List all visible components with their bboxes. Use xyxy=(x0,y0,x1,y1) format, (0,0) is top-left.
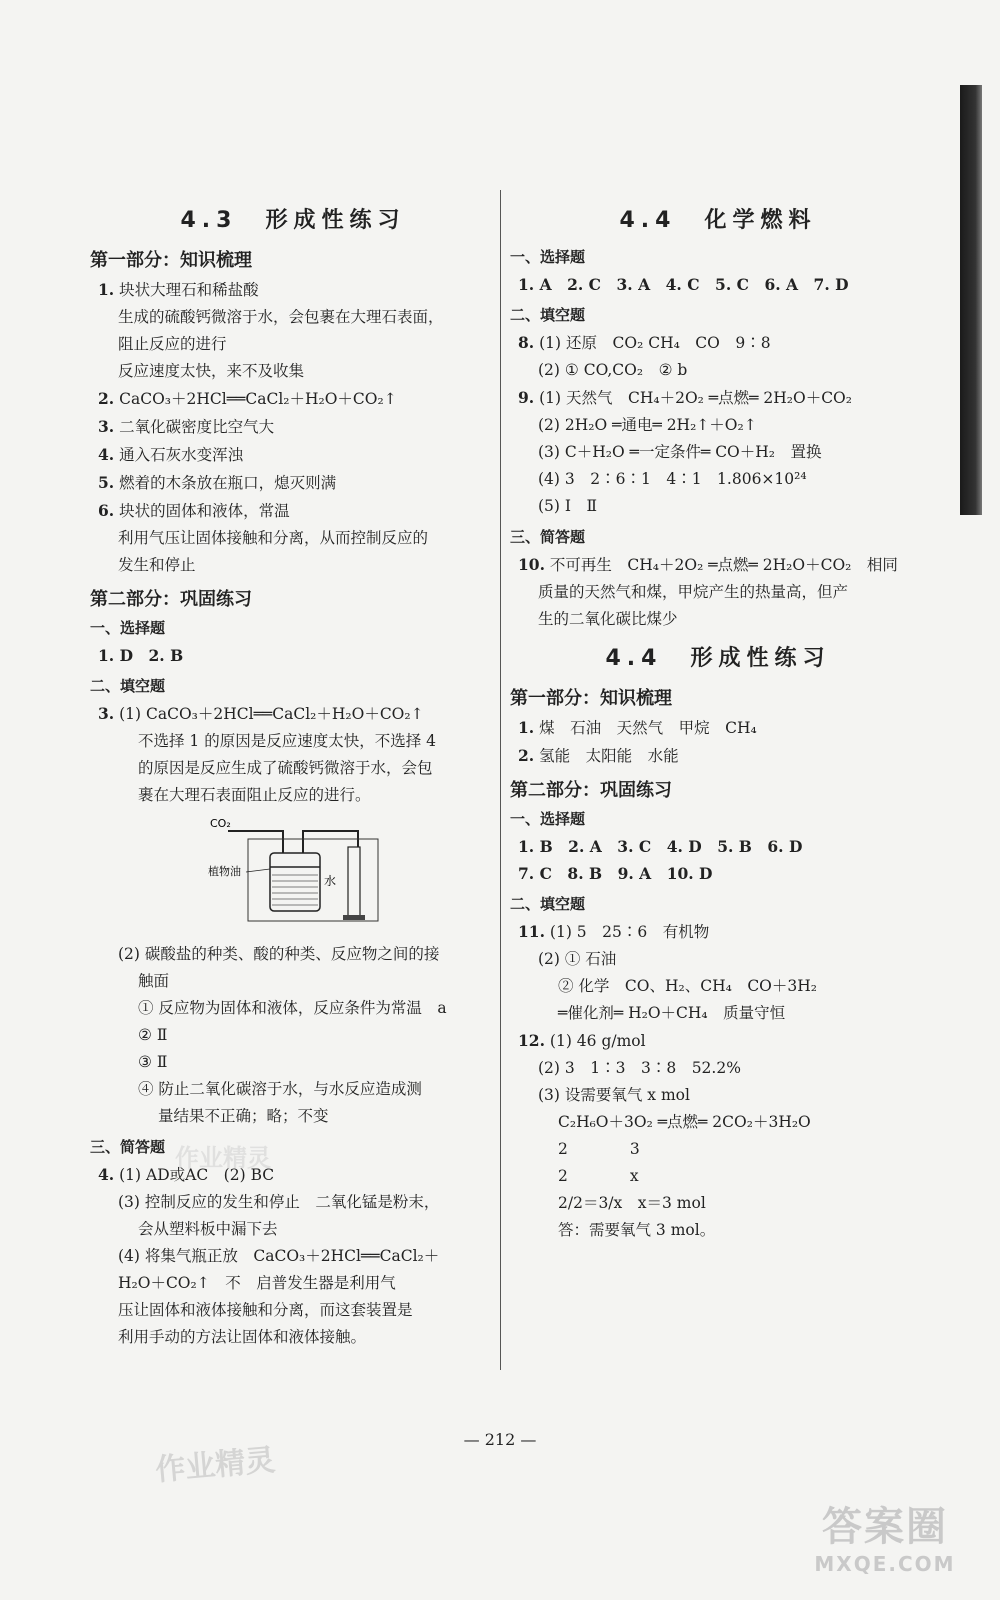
section-title-4-4-fuel: 4.4 化学燃料 xyxy=(619,208,817,233)
right-column xyxy=(510,195,918,1244)
question-number: 6. xyxy=(98,501,115,520)
subsection-heading: 二、填空题 xyxy=(90,677,166,695)
answer-line xyxy=(98,358,488,385)
answer-text: 利用气压让固体接触和分离，从而控制反应的 xyxy=(118,529,429,547)
subsection-heading: 二、填空题 xyxy=(510,895,586,913)
answer-text: (1) CaCO₃＋2HCl══CaCl₂＋H₂O＋CO₂↑ xyxy=(119,705,424,723)
question-number: 12. xyxy=(518,1031,545,1050)
answer-line xyxy=(518,1217,918,1244)
question-number: 10. xyxy=(518,555,545,574)
answer-line xyxy=(98,728,488,755)
answer-text: ③ Ⅱ xyxy=(138,1053,168,1071)
answer-text: ① 反应物为固体和液体，反应条件为常温 a xyxy=(138,999,447,1017)
answer-line xyxy=(98,782,488,809)
question-number: 8. xyxy=(518,333,535,352)
choice-answers: 7. C 8. B 9. A 10. D xyxy=(518,864,713,883)
subsection-heading: 三、简答题 xyxy=(90,1138,166,1156)
answer-line xyxy=(98,755,488,782)
part-heading: 第一部分：知识梳理 xyxy=(510,688,672,709)
answer-line xyxy=(98,304,488,331)
answer-line xyxy=(518,946,918,973)
question-number: 9. xyxy=(518,388,535,407)
answer-line xyxy=(98,413,488,441)
column-divider xyxy=(500,190,501,1370)
answer-line xyxy=(518,1109,918,1136)
subsection-heading: 二、填空题 xyxy=(510,306,586,324)
answer-text: 发生和停止 xyxy=(118,556,196,574)
answer-line xyxy=(98,1297,488,1324)
answer-line xyxy=(98,276,488,304)
answer-list xyxy=(98,276,488,579)
question-number: 4. xyxy=(98,1165,115,1184)
answer-line xyxy=(518,493,918,520)
answer-line xyxy=(518,1082,918,1109)
answer-line xyxy=(98,1103,488,1130)
answer-line xyxy=(518,412,918,439)
answer-line xyxy=(98,525,488,552)
answer-line xyxy=(518,742,918,770)
answer-text: (4) 3 2∶6∶1 4∶1 1.806×10²⁴ xyxy=(538,470,807,488)
answer-line xyxy=(98,941,488,968)
section-title-4-4-practice: 4.4 形成性练习 xyxy=(605,646,831,671)
answer-text: 阻止反应的进行 xyxy=(118,335,227,353)
subsection-heading: 一、选择题 xyxy=(510,810,586,828)
answer-text: 不选择 1 的原因是反应速度太快，不选择 4 xyxy=(138,732,437,750)
answer-line xyxy=(518,973,918,1000)
answer-line xyxy=(98,441,488,469)
answer-text: C₂H₆O＋3O₂ ═点燃═ 2CO₂＋3H₂O xyxy=(558,1113,811,1131)
answer-text: 裹在大理石表面阻止反应的进行。 xyxy=(138,786,371,804)
left-column xyxy=(90,195,488,1351)
answer-list xyxy=(518,551,918,633)
answer-text: H₂O＋CO₂↑ 不 启普发生器是利用气 xyxy=(118,1274,396,1292)
answer-line xyxy=(518,357,918,384)
water-label: 水 xyxy=(324,874,337,888)
answer-line xyxy=(518,579,918,606)
part-heading: 第二部分：巩固练习 xyxy=(90,589,252,610)
answer-text: 答：需要氧气 3 mol。 xyxy=(558,1221,716,1239)
answer-text: 利用手动的方法让固体和液体接触。 xyxy=(118,1328,367,1346)
question-number: 3. xyxy=(98,704,115,723)
answer-list xyxy=(98,700,488,809)
question-number: 11. xyxy=(518,922,545,941)
answer-text: (2) ① CO,CO₂ ② b xyxy=(538,361,688,379)
choice-answers: 1. A 2. C 3. A 4. C 5. C 6. A 7. D xyxy=(518,275,849,294)
section-title-4-3: 4.3 形成性练习 xyxy=(180,208,406,233)
answer-line xyxy=(518,1136,918,1163)
answer-line xyxy=(518,1055,918,1082)
answer-text: (1) AD或AC (2) BC xyxy=(119,1166,275,1184)
answer-line xyxy=(98,469,488,497)
answer-line xyxy=(98,1324,488,1351)
answer-list xyxy=(518,714,918,770)
subsection-heading: 一、选择题 xyxy=(510,248,586,266)
answer-text: 反应速度太快，来不及收集 xyxy=(118,362,305,380)
question-number: 2. xyxy=(98,389,115,408)
question-number: 2. xyxy=(518,746,535,765)
answer-line xyxy=(98,1270,488,1297)
answer-list xyxy=(518,918,918,1244)
answer-text: 煤 石油 天然气 甲烷 CH₄ xyxy=(539,719,757,737)
watermark-text: 作业精灵 xyxy=(154,1442,277,1489)
question-number: 1. xyxy=(98,280,115,299)
co2-label: CO₂ xyxy=(210,817,231,830)
answer-list xyxy=(98,1161,488,1351)
answer-text: (3) 设需要氧气 x mol xyxy=(538,1086,690,1104)
answer-list xyxy=(98,941,488,1130)
answer-line xyxy=(518,1027,918,1055)
answer-text: CaCO₃＋2HCl══CaCl₂＋H₂O＋CO₂↑ xyxy=(119,390,397,408)
answer-text: (3) 控制反应的发生和停止 二氧化锰是粉末， xyxy=(118,1193,440,1211)
answer-text: (2) 3 1∶3 3∶8 52.2% xyxy=(538,1059,741,1077)
answer-line xyxy=(98,1022,488,1049)
answer-line xyxy=(518,551,918,579)
answer-text: 燃着的木条放在瓶口，熄灭则满 xyxy=(119,474,337,492)
answer-text: (2) ① 石油 xyxy=(538,950,617,968)
answer-line xyxy=(98,331,488,358)
answer-line xyxy=(518,714,918,742)
answer-line xyxy=(98,1049,488,1076)
answer-text: 通入石灰水变浑浊 xyxy=(119,446,244,464)
answer-text: 不可再生 CH₄＋2O₂ ═点燃═ 2H₂O＋CO₂ 相同 xyxy=(549,556,898,574)
answer-text: 2/2＝3/x x＝3 mol xyxy=(558,1194,706,1212)
question-number: 3. xyxy=(98,417,115,436)
answer-line xyxy=(98,968,488,995)
answer-line xyxy=(98,1243,488,1270)
site-logo xyxy=(790,1495,980,1590)
binding-edge xyxy=(960,85,982,515)
answer-text: (2) 碳酸盐的种类、酸的种类、反应物之间的接 xyxy=(118,945,440,963)
question-number: 1. xyxy=(518,718,535,737)
answer-line xyxy=(98,1216,488,1243)
answer-text: 2 3 xyxy=(558,1140,640,1158)
answer-text: (2) 2H₂O ═通电═ 2H₂↑＋O₂↑ xyxy=(538,416,757,434)
answer-line xyxy=(98,700,488,728)
subsection-heading: 三、简答题 xyxy=(510,528,586,546)
answer-line xyxy=(518,466,918,493)
answer-line xyxy=(98,1076,488,1103)
part-heading: 第一部分：知识梳理 xyxy=(90,250,252,271)
answer-text: 块状的固体和液体，常温 xyxy=(119,502,290,520)
answer-text: 生的二氧化碳比煤少 xyxy=(538,610,678,628)
answer-text: 量结果不正确；略；不变 xyxy=(158,1107,329,1125)
watermark-text: 作业精灵 xyxy=(175,1144,271,1172)
answer-text: (1) 还原 CO₂ CH₄ CO 9∶8 xyxy=(539,334,771,352)
answer-text: (4) 将集气瓶正放 CaCO₃＋2HCl══CaCl₂＋ xyxy=(118,1247,440,1265)
question-number: 5. xyxy=(98,473,115,492)
answer-text: (1) 天然气 CH₄＋2O₂ ═点燃═ 2H₂O＋CO₂ xyxy=(539,389,852,407)
answer-text: 会从塑料板中漏下去 xyxy=(138,1220,278,1238)
answer-text: 触面 xyxy=(138,972,170,990)
answer-text: 2 x xyxy=(558,1167,639,1185)
answer-line xyxy=(98,1161,488,1189)
answer-line xyxy=(518,439,918,466)
answer-text: 块状大理石和稀盐酸 xyxy=(119,281,259,299)
oil-label: 植物油 xyxy=(208,865,241,878)
answer-list xyxy=(518,329,918,520)
answer-line xyxy=(518,1163,918,1190)
answer-text: 二氧化碳密度比空气大 xyxy=(119,418,275,436)
answer-line xyxy=(518,918,918,946)
answer-line xyxy=(98,497,488,525)
choice-answers: 1. B 2. A 3. C 4. D 5. B 6. D xyxy=(518,837,803,856)
page-number: — 212 — xyxy=(463,1430,537,1449)
logo-text: 答案圈 xyxy=(822,1504,948,1550)
answer-line xyxy=(98,385,488,413)
answer-text: (3) C＋H₂O ═一定条件═ CO＋H₂ 置换 xyxy=(538,443,822,461)
answer-text: 氢能 太阳能 水能 xyxy=(539,747,679,765)
choice-answers: 1. D 2. B xyxy=(98,646,184,665)
answer-text: ═催化剂═ H₂O＋CH₄ 质量守恒 xyxy=(558,1004,786,1022)
answer-text: ④ 防止二氧化碳溶于水，与水反应造成测 xyxy=(138,1080,422,1098)
answer-text: (1) 46 g/mol xyxy=(549,1032,646,1050)
answer-line xyxy=(518,606,918,633)
answer-text: ② 化学 CO、H₂、CH₄ CO＋3H₂ xyxy=(558,977,817,995)
answer-line xyxy=(518,329,918,357)
answer-text: ② Ⅱ xyxy=(138,1026,168,1044)
answer-line xyxy=(518,1190,918,1217)
answer-text: (5) Ⅰ Ⅱ xyxy=(538,497,598,515)
question-number: 4. xyxy=(98,445,115,464)
answer-line xyxy=(98,552,488,579)
apparatus-diagram xyxy=(208,817,488,931)
answer-text: 的原因是反应生成了硫酸钙微溶于水，会包 xyxy=(138,759,433,777)
answer-line xyxy=(98,1189,488,1216)
answer-text: 压让固体和液体接触和分离，而这套装置是 xyxy=(118,1301,413,1319)
answer-line xyxy=(98,995,488,1022)
answer-text: 质量的天然气和煤，甲烷产生的热量高，但产 xyxy=(538,583,849,601)
logo-url: MXQE.COM xyxy=(814,1552,956,1576)
subsection-heading: 一、选择题 xyxy=(90,619,166,637)
answer-text: (1) 5 25∶6 有机物 xyxy=(549,923,710,941)
answer-line xyxy=(518,1000,918,1027)
gas-collection-apparatus-icon xyxy=(208,817,388,927)
answer-text: 生成的硫酸钙微溶于水，会包裹在大理石表面， xyxy=(118,308,444,326)
part-heading: 第二部分：巩固练习 xyxy=(510,780,672,801)
answer-line xyxy=(518,384,918,412)
